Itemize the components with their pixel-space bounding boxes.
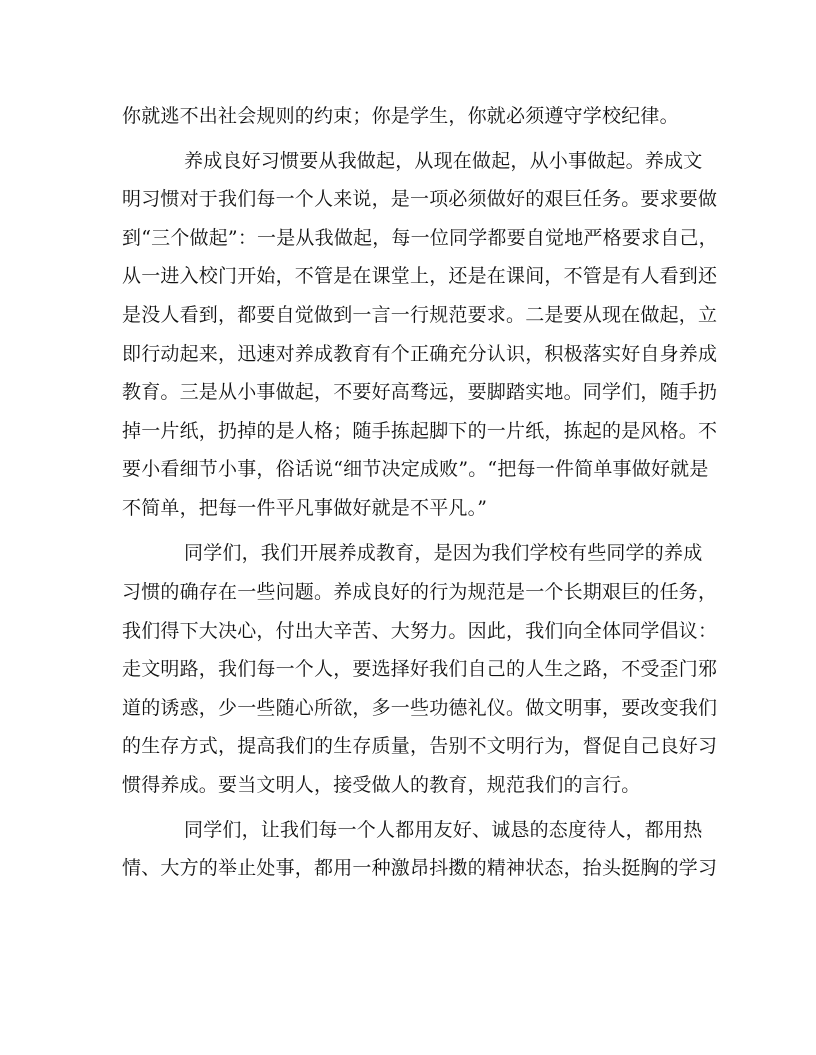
text-line: 明习惯对于我们每一个人来说，是一项必须做好的艰巨任务。要求要做 [122,188,718,210]
text-line: 是没人看到，都要自觉做到一言一行规范要求。二是要从现在做起，立 [122,304,718,326]
text-line: 道的诱惑，少一些随心所欲，多一些功德礼仪。做文明事，要改变我们 [122,697,718,719]
paragraph-first-line: 同学们，我们开展养成教育，是因为我们学校有些同学的养成 [184,542,703,564]
text-line: 即行动起来，迅速对养成教育有个正确充分认识，积极落实好自身养成 [122,343,718,365]
text-line: 你就逃不出社会规则的约束；你是学生，你就必须遵守学校纪律。 [122,105,679,127]
text-line: 走文明路，我们每一个人，要选择好我们自己的人生之路，不受歪门邪 [122,658,718,680]
text-line: 教育。三是从小事做起，不要好高骛远，要脚踏实地。同学们，随手扔 [122,381,718,403]
text-line: 习惯的确存在一些问题。养成良好的行为规范是一个长期艰巨的任务， [122,581,718,603]
text-line: 要小看细节小事，俗话说“细节决定成败”。“把每一件简单事做好就是 [122,458,709,480]
text-line: 到“三个做起”：一是从我做起，每一位同学都要自觉地严格要求自己， [122,227,718,249]
text-line: 情、大方的举止处事，都用一种激昂抖擞的精神状态，抬头挺胸的学习 [122,857,718,879]
text-line: 惯得养成。要当文明人，接受做人的教育，规范我们的言行。 [122,774,641,796]
text-line: 不简单，把每一件平凡事做好就是不平凡。” [122,497,488,519]
text-line: 从一进入校门开始，不管是在课堂上，还是在课间，不管是有人看到还 [122,265,718,287]
paragraph-first-line: 同学们，让我们每一个人都用友好、诚恳的态度待人，都用热 [184,819,703,841]
text-line: 的生存方式，提高我们的生存质量，告别不文明行为，督促自己良好习 [122,735,718,757]
paragraph-first-line: 养成良好习惯要从我做起，从现在做起，从小事做起。养成文 [184,150,703,172]
text-line: 我们得下大决心，付出大辛苦、大努力。因此，我们向全体同学倡议： [122,620,718,642]
text-line: 掉一片纸，扔掉的是人格；随手拣起脚下的一片纸，拣起的是风格。不 [122,420,718,442]
